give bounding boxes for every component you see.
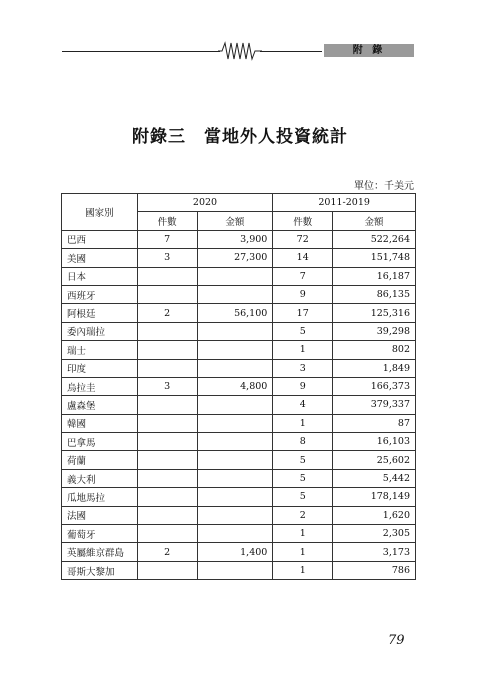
investment-table (61, 193, 416, 580)
table-row (62, 433, 416, 451)
country-cell: 烏拉圭 (62, 377, 138, 395)
table-row (62, 561, 416, 579)
amount-2011-cell: 87 (333, 414, 416, 432)
count-2011-cell: 2 (273, 506, 333, 524)
amount-2011-cell: 86,135 (333, 285, 416, 303)
amount-2020-cell (197, 525, 273, 543)
count-2020-cell (137, 433, 197, 451)
country-cell: 瑞士 (62, 341, 138, 359)
count-2020-cell: 2 (137, 304, 197, 322)
header-rule-right (260, 51, 322, 52)
count-2020-cell (137, 451, 197, 469)
amount-header-2020: 金額 (197, 212, 273, 230)
count-2020-cell: 3 (137, 249, 197, 267)
count-2020-cell (137, 396, 197, 414)
count-header-2011: 件數 (273, 212, 333, 230)
count-2020-cell: 3 (137, 377, 197, 395)
amount-2011-cell: 16,103 (333, 433, 416, 451)
table-header-row (62, 194, 416, 212)
amount-2020-cell (197, 469, 273, 487)
count-header-2020: 件數 (137, 212, 197, 230)
amount-header-2011: 金額 (333, 212, 416, 230)
count-2011-cell: 5 (273, 469, 333, 487)
count-2020-cell (137, 322, 197, 340)
count-2020-cell: 2 (137, 543, 197, 561)
count-2020-cell (137, 488, 197, 506)
count-2011-cell: 1 (273, 561, 333, 579)
country-cell: 美國 (62, 249, 138, 267)
table-row (62, 377, 416, 395)
count-2011-cell: 14 (273, 249, 333, 267)
count-2020-cell: 7 (137, 230, 197, 248)
count-2011-cell: 5 (273, 322, 333, 340)
period-2020-header: 2020 (137, 194, 273, 212)
country-cell: 葡萄牙 (62, 525, 138, 543)
amount-2011-cell: 2,305 (333, 525, 416, 543)
count-2020-cell (137, 359, 197, 377)
table-row (62, 341, 416, 359)
heartbeat-wave-icon (218, 40, 262, 62)
count-2020-cell (137, 561, 197, 579)
amount-2020-cell: 4,800 (197, 377, 273, 395)
amount-2011-cell: 25,602 (333, 451, 416, 469)
country-cell: 盧森堡 (62, 396, 138, 414)
count-2020-cell (137, 285, 197, 303)
header-rule-left (62, 51, 220, 52)
amount-2011-cell: 16,187 (333, 267, 416, 285)
count-2011-cell: 4 (273, 396, 333, 414)
amount-2020-cell (197, 561, 273, 579)
amount-2011-cell: 1,620 (333, 506, 416, 524)
table-row (62, 488, 416, 506)
amount-2011-cell: 379,337 (333, 396, 416, 414)
page-title: 附錄三 當地外人投資統計 (132, 127, 348, 147)
amount-2020-cell (197, 433, 273, 451)
amount-2020-cell (197, 506, 273, 524)
section-tab: 附 錄 (324, 44, 414, 57)
amount-2020-cell: 56,100 (197, 304, 273, 322)
amount-2011-cell: 3,173 (333, 543, 416, 561)
table-row (62, 451, 416, 469)
amount-2011-cell: 802 (333, 341, 416, 359)
table-row (62, 543, 416, 561)
count-2020-cell (137, 414, 197, 432)
count-2011-cell: 1 (273, 543, 333, 561)
count-2020-cell (137, 267, 197, 285)
country-cell: 瓜地馬拉 (62, 488, 138, 506)
amount-2011-cell: 1,849 (333, 359, 416, 377)
country-cell: 義大利 (62, 469, 138, 487)
country-cell: 哥斯大黎加 (62, 561, 138, 579)
country-cell: 巴西 (62, 230, 138, 248)
count-2020-cell (137, 469, 197, 487)
amount-2020-cell: 27,300 (197, 249, 273, 267)
count-2011-cell: 5 (273, 451, 333, 469)
amount-2020-cell (197, 488, 273, 506)
period-2011-2019-header: 2011-2019 (273, 194, 416, 212)
count-2011-cell: 5 (273, 488, 333, 506)
table-row (62, 414, 416, 432)
table-row (62, 469, 416, 487)
table-row (62, 267, 416, 285)
page-number: 79 (388, 633, 405, 648)
country-cell: 阿根廷 (62, 304, 138, 322)
country-cell: 法國 (62, 506, 138, 524)
country-cell: 巴拿馬 (62, 433, 138, 451)
amount-2020-cell (197, 341, 273, 359)
table-row (62, 230, 416, 248)
count-2011-cell: 72 (273, 230, 333, 248)
table-row (62, 506, 416, 524)
count-2020-cell (137, 506, 197, 524)
count-2011-cell: 7 (273, 267, 333, 285)
count-2020-cell (137, 525, 197, 543)
table-row (62, 525, 416, 543)
country-cell: 荷蘭 (62, 451, 138, 469)
amount-2020-cell (197, 451, 273, 469)
amount-2011-cell: 151,748 (333, 249, 416, 267)
country-cell: 英屬維京群島 (62, 543, 138, 561)
count-2011-cell: 3 (273, 359, 333, 377)
amount-2011-cell: 178,149 (333, 488, 416, 506)
country-cell: 日本 (62, 267, 138, 285)
table-row (62, 249, 416, 267)
amount-2011-cell: 522,264 (333, 230, 416, 248)
amount-2020-cell: 3,900 (197, 230, 273, 248)
amount-2011-cell: 166,373 (333, 377, 416, 395)
table-row (62, 359, 416, 377)
country-cell: 西班牙 (62, 285, 138, 303)
amount-2011-cell: 125,316 (333, 304, 416, 322)
country-cell: 印度 (62, 359, 138, 377)
amount-2020-cell (197, 267, 273, 285)
amount-2020-cell (197, 322, 273, 340)
amount-2011-cell: 5,442 (333, 469, 416, 487)
count-2011-cell: 17 (273, 304, 333, 322)
table-row (62, 322, 416, 340)
amount-2020-cell: 1,400 (197, 543, 273, 561)
count-2011-cell: 1 (273, 414, 333, 432)
table-row (62, 304, 416, 322)
amount-2020-cell (197, 359, 273, 377)
count-2011-cell: 9 (273, 285, 333, 303)
country-cell: 委內瑞拉 (62, 322, 138, 340)
amount-2020-cell (197, 285, 273, 303)
table-row (62, 396, 416, 414)
count-2011-cell: 1 (273, 341, 333, 359)
unit-label: 單位：千美元 (354, 181, 414, 192)
amount-2020-cell (197, 396, 273, 414)
count-2011-cell: 8 (273, 433, 333, 451)
amount-2020-cell (197, 414, 273, 432)
table-row (62, 285, 416, 303)
count-2011-cell: 9 (273, 377, 333, 395)
count-2020-cell (137, 341, 197, 359)
count-2011-cell: 1 (273, 525, 333, 543)
amount-2011-cell: 39,298 (333, 322, 416, 340)
country-cell: 韓國 (62, 414, 138, 432)
amount-2011-cell: 786 (333, 561, 416, 579)
country-header: 國家別 (62, 194, 138, 231)
